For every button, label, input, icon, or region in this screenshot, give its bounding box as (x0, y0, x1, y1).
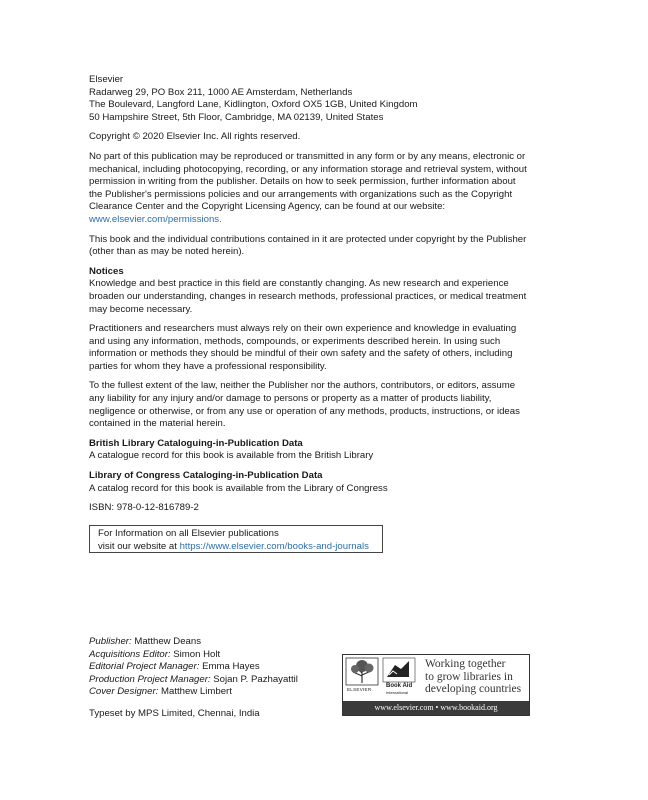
notices-heading: Notices (89, 265, 124, 277)
info-box-line-2 (98, 541, 382, 554)
notices-paragraph-3: To the fullest extent of the law, neither the Publisher nor the authors, contributors, or editors, assume any liability for any injury and/or damage to persons or property as a matter of products liability, negligence or otherwise, or from any use or operation of any methods, products, instructions, or ideas contained in the material herein. (89, 380, 520, 430)
slogan-line-1: Working together (425, 658, 506, 670)
publisher-name: Elsevier (89, 74, 124, 85)
notices-paragraph-2: Practitioners and researchers must always rely on their own experience and knowledge in evaluating and using any information, methods, compounds, or experiments described herein. In using such information or methods they should be mindful of their own safety and the safety of others, including parties for whom they have a professional responsibility. (89, 323, 517, 372)
book-aid-logo-box (342, 654, 530, 716)
credit-name: Simon Holt (173, 648, 221, 660)
info-box (89, 525, 383, 553)
credit-role: Acquisitions Editor: (89, 648, 171, 660)
permissions-paragraph (89, 151, 529, 227)
credits-list (89, 636, 298, 699)
slogan-line-2: to grow libraries in (425, 670, 513, 683)
book-aid-slogan (425, 658, 521, 696)
typeset-credit: Typeset by MPS Limited, Chennai, India (89, 708, 260, 719)
library-of-congress-text: A catalog record for this book is available from the Library of Congress (89, 482, 388, 494)
address-line-3: 50 Hampshire Street, 5th Floor, Cambridge, MA 02139, United States (89, 111, 384, 123)
notices-paragraph-1: Knowledge and best practice in this field are constantly changing. As new research and experience broaden our understanding, changes in research methods, professional practices, or medical treatment may become necessary. (89, 278, 527, 315)
credit-cover-designer (89, 686, 298, 699)
credit-name: Sojan P. Pazhayattil (213, 673, 298, 685)
logo-artwork (343, 655, 529, 701)
copyright-notice: Copyright © 2020 Elsevier Inc. All rights reserved. (89, 131, 301, 143)
credit-name: Matthew Limbert (161, 686, 232, 698)
british-library-text: A catalogue record for this book is available from the British Library (89, 450, 374, 462)
permissions-link[interactable]: www.elsevier.com/permissions. (89, 213, 222, 225)
bookaid-logo-sublabel: International (386, 690, 409, 695)
info-box-line-1: For Information on all Elsevier publications (98, 528, 279, 539)
address-line-1: Radarweg 29, PO Box 211, 1000 AE Amsterdam, Netherlands (89, 86, 353, 98)
library-of-congress-heading: Library of Congress Cataloging-in-Publication Data (89, 470, 323, 482)
address-line-2: The Boulevard, Langford Lane, Kidlington, Oxford OX5 1GB, United Kingdom (89, 99, 418, 111)
british-library-heading: British Library Cataloguing-in-Publication Data (89, 437, 303, 449)
logo-footer-urls: www.elsevier.com • www.bookaid.org (343, 701, 529, 715)
credit-role: Editorial Project Manager: (89, 661, 200, 673)
credit-acquisitions-editor (89, 649, 298, 662)
credit-production-project-manager (89, 674, 298, 687)
credit-name: Emma Hayes (202, 661, 260, 673)
copyright-page (89, 74, 529, 515)
credit-name: Matthew Deans (134, 636, 201, 647)
bookaid-logo-label: Book Aid (386, 683, 413, 689)
elsevier-logo-label: ELSEVIER (347, 687, 372, 692)
credit-publisher (89, 636, 298, 649)
credit-role: Publisher: (89, 636, 132, 647)
slogan-line-3: developing countries (425, 683, 522, 695)
credit-role: Cover Designer: (89, 686, 159, 698)
books-journals-link[interactable]: https://www.elsevier.com/books-and-journals (179, 540, 369, 552)
publisher-address (89, 74, 529, 124)
info-box-prefix: visit our website at (98, 540, 180, 552)
credit-role: Production Project Manager: (89, 673, 211, 685)
credit-editorial-project-manager (89, 661, 298, 674)
protection-paragraph: This book and the individual contributions contained in it are protected under copyright by the Publisher (other than as may be noted herein). (89, 233, 527, 258)
elsevier-tree-icon (343, 655, 423, 701)
permissions-text: No part of this publication may be reproduced or transmitted in any form or by any means, electronic or mechanical, including photocopying, recording, or any information storage and retrieval system, without permission in writing from the publisher. Details on how to seek permission, further information about the Publisher's permissions policies and our arrangements with organizations such as the Copyright Clearance Center and the Copyright Licensing Agency, can be found at our website: (89, 150, 527, 213)
isbn: ISBN: 978-0-12-816789-2 (89, 502, 199, 514)
